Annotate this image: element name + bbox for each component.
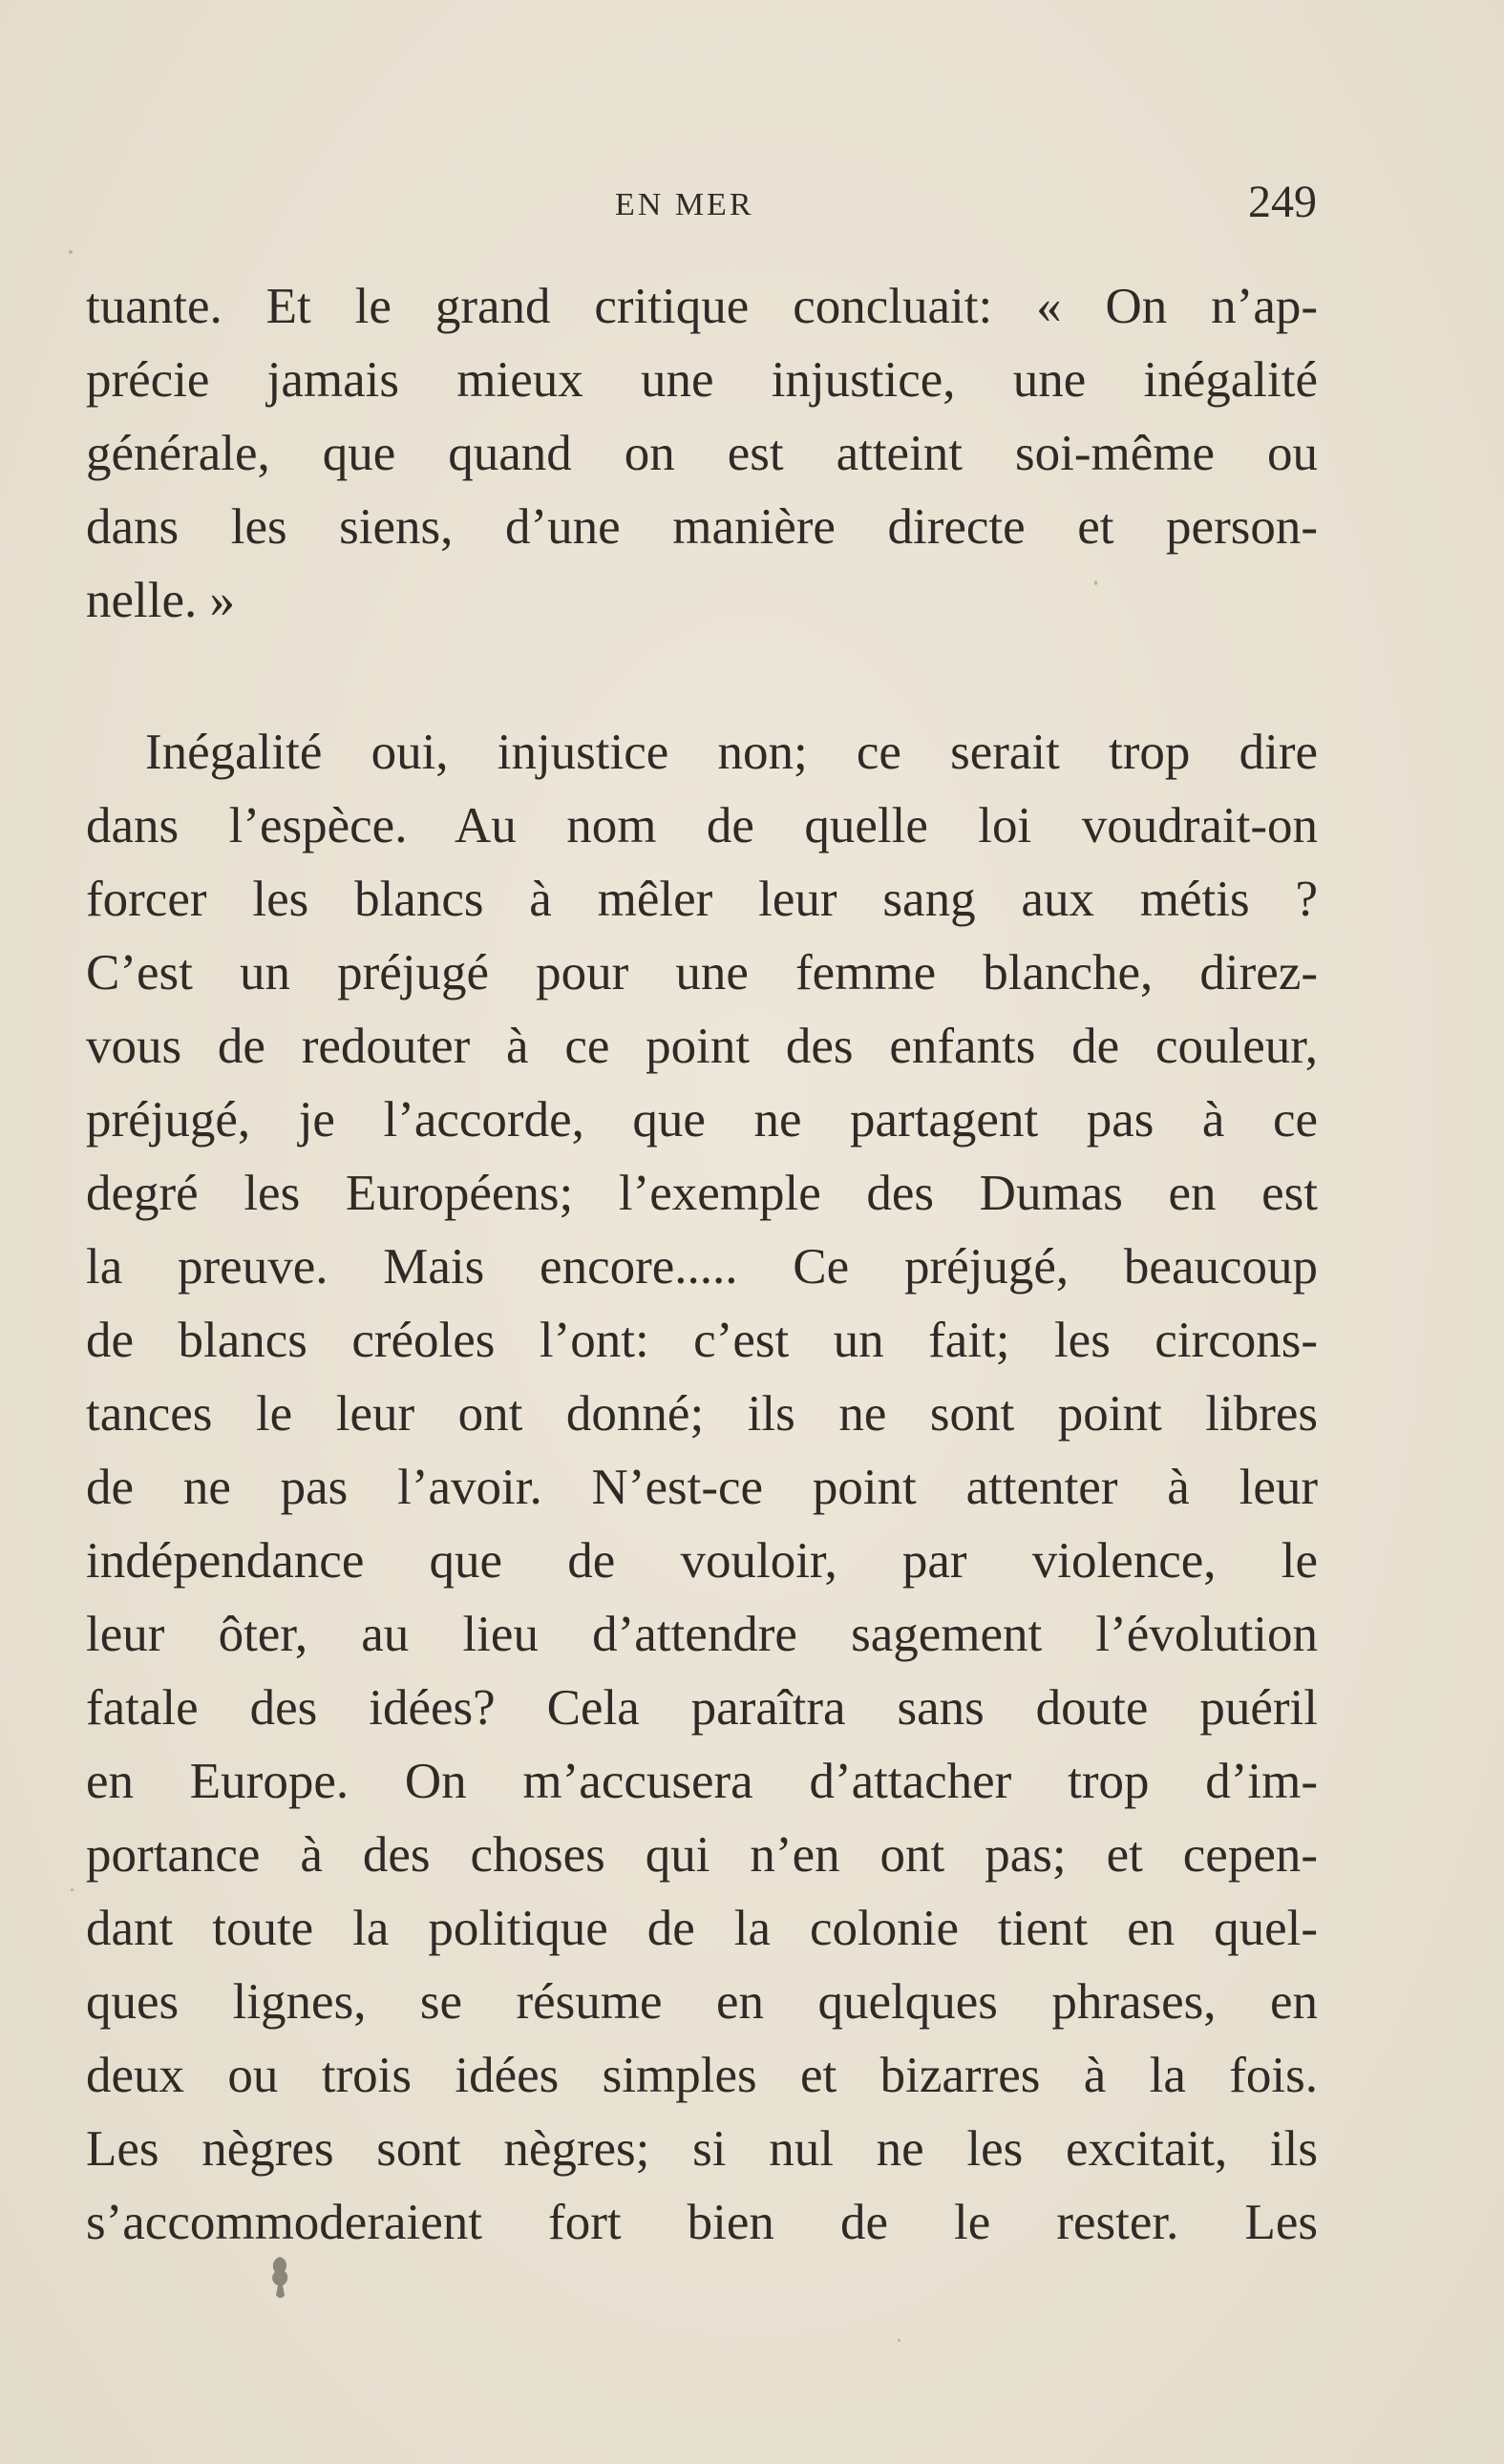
text-line: dant toute la politique de la colonie tient en quel- xyxy=(86,1901,1318,1956)
text-line: préjugé, je l’accorde, que ne partagent pas à ce xyxy=(86,1092,1318,1148)
text-line: portance à des choses qui n’en ont pas; et cepen- xyxy=(86,1827,1318,1883)
text-line: tances le leur ont donné; ils ne sont point libres xyxy=(86,1386,1318,1442)
running-title: EN MER xyxy=(615,187,754,222)
ink-blot-mark xyxy=(264,2253,296,2303)
paper-speck xyxy=(71,1888,74,1891)
body-text xyxy=(86,270,1318,2260)
text-line: dans les siens, d’une manière directe et person- xyxy=(86,499,1318,555)
text-line: deux ou trois idées simples et bizarres à la fois. xyxy=(86,2048,1318,2103)
text-line: Inégalité oui, injustice non; ce serait trop dire xyxy=(145,725,1318,780)
text-line: la preuve. Mais encore..... Ce préjugé, beaucoup xyxy=(86,1239,1318,1295)
text-line: précie jamais mieux une injustice, une inégalité xyxy=(86,352,1318,408)
text-line: indépendance que de vouloir, par violence, le xyxy=(86,1533,1318,1589)
page-number: 249 xyxy=(1248,177,1317,227)
paper-speck xyxy=(69,250,73,254)
text-line: leur ôter, au lieu d’attendre sagement l’évolution xyxy=(86,1607,1318,1662)
text-line: vous de redouter à ce point des enfants de couleur, xyxy=(86,1019,1318,1074)
text-line: dans l’espèce. Au nom de quelle loi voudrait-on xyxy=(86,798,1318,853)
paper-speck xyxy=(1094,580,1097,585)
text-line: degré les Européens; l’exemple des Dumas en est xyxy=(86,1166,1318,1221)
text-line: tuante. Et le grand critique concluait: « On n’ap- xyxy=(86,279,1318,334)
paper-speck xyxy=(898,2339,900,2342)
text-line: en Europe. On m’accusera d’attacher trop d’im- xyxy=(86,1754,1318,1809)
text-line: fatale des idées? Cela paraîtra sans doute puéril xyxy=(86,1680,1318,1736)
text-line: de ne pas l’avoir. N’est-ce point attenter à leur xyxy=(86,1460,1318,1515)
running-head xyxy=(0,179,1504,227)
text-line: générale, que quand on est atteint soi-même ou xyxy=(86,426,1318,481)
text-line: de blancs créoles l’ont: c’est un fait; les circons- xyxy=(86,1313,1318,1368)
text-line: s’accommoderaient fort bien de le rester. Les xyxy=(86,2195,1318,2250)
paragraph-gap xyxy=(86,638,1318,716)
text-line: forcer les blancs à mêler leur sang aux métis ? xyxy=(86,872,1318,927)
text-line: nelle. » xyxy=(86,573,235,628)
text-line: ques lignes, se résume en quelques phrases, en xyxy=(86,1974,1318,2030)
text-line: Les nègres sont nègres; si nul ne les excitait, ils xyxy=(86,2121,1318,2177)
text-line: C’est un préjugé pour une femme blanche, direz- xyxy=(86,945,1318,1000)
